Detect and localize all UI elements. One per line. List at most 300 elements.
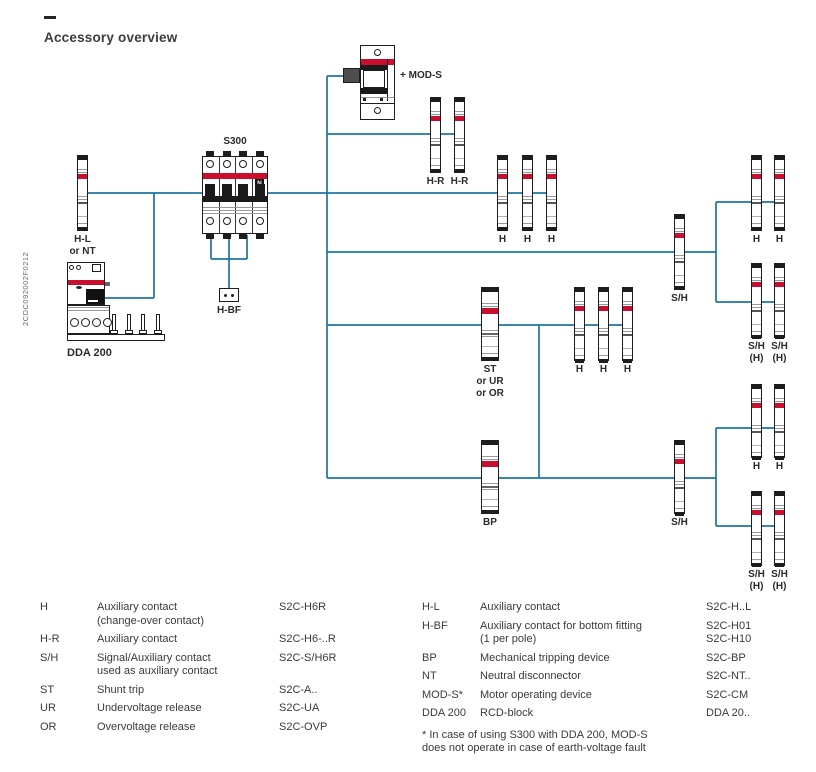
device-stripe — [523, 172, 532, 173]
device-stripe — [775, 310, 784, 312]
device-stripe — [775, 559, 784, 560]
device-stripe — [455, 138, 464, 139]
device-stripe — [752, 559, 761, 560]
device-stripe — [623, 301, 632, 302]
legend-desc-line: Auxiliary contact — [97, 633, 178, 645]
legend-row-right-0 — [422, 601, 816, 615]
legend-row-right-2 — [422, 652, 816, 666]
device-label-line: H — [523, 234, 532, 245]
device-stripe — [775, 532, 784, 533]
legend-desc — [480, 670, 706, 684]
device-stripe — [775, 508, 784, 509]
device-label-line: DDA 200 — [67, 347, 112, 359]
legend-key: DDA 200 — [422, 707, 467, 719]
device-stripe — [482, 336, 498, 337]
device-stripe — [68, 307, 109, 308]
device-stripe — [431, 144, 440, 146]
legend-desc-line: Auxiliary contact — [480, 601, 561, 613]
legend-part-line: S2C-H6-..R — [279, 633, 336, 645]
device-stripe — [482, 308, 498, 314]
device-label-line: (H) — [772, 353, 787, 364]
device-dda-200 — [67, 262, 165, 341]
legend-desc-line: Overvoltage release — [97, 720, 196, 733]
device-stripe — [78, 172, 87, 173]
legend-desc-line: Mechanical tripping device — [480, 651, 610, 664]
device-label-line: (H) — [749, 581, 764, 592]
device-stripe — [547, 202, 556, 204]
device-s-h-bot — [674, 440, 685, 514]
device-s-h-h-up-1 — [751, 263, 762, 338]
device-label-h-bf — [217, 305, 241, 317]
legend-desc-line: Undervoltage release — [97, 702, 202, 714]
legend-left-column — [40, 601, 422, 739]
device-label-h-up-2 — [776, 234, 783, 246]
device-stripe — [675, 233, 684, 238]
device-label-s300 — [223, 136, 246, 148]
device-stripe — [547, 223, 556, 224]
device-stripe — [775, 431, 784, 433]
device-label-st — [476, 364, 504, 400]
device-stripe — [482, 510, 498, 514]
hbf-body — [219, 288, 239, 302]
device-s-h-h-up-2 — [774, 263, 785, 338]
window — [363, 70, 385, 88]
device-stripe — [523, 169, 532, 170]
device-stripe — [455, 98, 464, 102]
device-s-h-h-low-1 — [751, 491, 762, 566]
device-h-5 — [598, 287, 609, 361]
device-stripe — [752, 505, 761, 506]
device-stripe — [775, 280, 784, 281]
device-stripe — [675, 441, 684, 445]
device-stripe — [752, 445, 761, 446]
device-stripe — [431, 165, 440, 166]
device-label-bp — [483, 517, 497, 529]
legend-part — [706, 689, 816, 703]
device-stripe — [599, 348, 608, 349]
switch-handle — [238, 184, 248, 196]
device-stripe — [775, 492, 784, 496]
legend-key: S/H — [40, 651, 59, 664]
device-stripe — [675, 255, 684, 256]
device-stripe — [547, 196, 556, 197]
device-label-s-h-bot — [671, 517, 688, 529]
device-stripe — [752, 331, 761, 332]
device-h-1 — [497, 155, 508, 231]
device-stripe — [623, 348, 632, 349]
legend-part-line: S2C-CM — [706, 688, 749, 701]
legend-desc-line: (change-over contact) — [97, 614, 204, 627]
device-stripe — [775, 227, 784, 231]
legend-desc — [480, 601, 706, 615]
device-label-line: H — [775, 461, 784, 472]
device-stripe — [752, 552, 761, 553]
device-stripe — [675, 286, 684, 290]
device-stripe — [675, 508, 684, 509]
device-stripe — [752, 456, 761, 460]
device-stripe — [482, 306, 498, 307]
device-stripe — [752, 310, 761, 312]
device-stripe — [203, 207, 267, 208]
device-h-up-2 — [774, 155, 785, 231]
device-label-line: or OR — [476, 388, 504, 399]
device-stripe — [599, 331, 608, 332]
device-label-h-3 — [548, 234, 555, 246]
device-stripe — [482, 459, 498, 460]
legend-desc — [480, 689, 706, 703]
device-stripe — [752, 156, 761, 160]
device-stripe — [523, 174, 532, 179]
legend-part — [279, 633, 422, 647]
legend-key: H-BF — [422, 619, 448, 632]
device-stripe — [775, 452, 784, 453]
device-stripe — [752, 223, 761, 224]
device-stripe — [752, 304, 761, 305]
device-stripe — [752, 401, 761, 402]
pole-hole — [103, 318, 112, 327]
device-h-4 — [574, 287, 585, 361]
device-stripe — [752, 335, 761, 339]
device-stripe — [775, 331, 784, 332]
device-label-line: H — [752, 234, 761, 245]
legend-part-line: S2C-H01 — [706, 619, 752, 632]
legend-part — [706, 652, 816, 666]
device-stripe — [775, 505, 784, 506]
device-stripe — [78, 156, 87, 160]
screw-dot — [224, 294, 227, 297]
device-stripe — [599, 301, 608, 302]
terminal-tab — [206, 234, 214, 239]
indicator — [76, 286, 82, 289]
device-stripe — [498, 174, 507, 179]
device-stripe — [575, 306, 584, 311]
device-stripe — [752, 425, 761, 426]
legend-part-line: S2C-BP — [706, 651, 746, 664]
device-h-r-1 — [430, 97, 441, 173]
device-stripe — [68, 310, 109, 311]
legend-row-right-4 — [422, 689, 816, 703]
device-h-2 — [522, 155, 533, 231]
device-stripe — [431, 141, 440, 142]
switch-handle — [222, 184, 232, 196]
device-stripe — [775, 552, 784, 553]
device-stripe — [455, 158, 464, 159]
device-stripe — [775, 398, 784, 399]
device-label-h-5 — [600, 364, 607, 376]
device-label-s-h-h-up-2 — [771, 341, 788, 365]
device-stripe — [775, 445, 784, 446]
device-stripe — [752, 174, 761, 179]
screw-dot — [363, 98, 366, 101]
device-stripe — [775, 510, 784, 515]
terminal-tab — [239, 234, 247, 239]
legend-desc-line: Auxiliary contact for bottom fitting — [480, 619, 643, 632]
device-label-line: S/H — [771, 569, 788, 580]
device-stripe — [775, 304, 784, 305]
device-stripe — [78, 199, 87, 200]
device-stripe — [455, 141, 464, 142]
device-stripe — [752, 428, 761, 429]
terminal-tab — [223, 234, 231, 239]
drive-knob — [343, 68, 360, 83]
screw-hole — [76, 265, 81, 270]
image-code: 2CDC092002F0212 — [21, 251, 30, 326]
test-button — [92, 264, 101, 272]
device-stripe — [675, 501, 684, 502]
legend-part — [279, 721, 422, 735]
device-stripe — [675, 228, 684, 229]
device-label-h-up-1 — [753, 234, 760, 246]
device-label-s-h-top — [671, 293, 688, 305]
device-stripe — [623, 288, 632, 292]
legend-part-line: S2C-NT.. — [706, 670, 751, 682]
device-label-line: H — [498, 234, 507, 245]
screw-hole — [256, 160, 264, 168]
screw-dot — [380, 98, 383, 101]
device-stripe — [623, 331, 632, 332]
device-stripe — [523, 223, 532, 224]
device-stripe — [498, 216, 507, 217]
module-divider — [235, 156, 236, 234]
device-stripe — [431, 98, 440, 102]
device-stripe — [675, 231, 684, 232]
device-stripe — [752, 385, 761, 389]
legend-row-left-2 — [40, 652, 422, 679]
device-stripe — [498, 223, 507, 224]
module-divider — [252, 156, 253, 234]
legend-key: MOD-S* — [422, 688, 463, 701]
device-label-line: BP — [483, 517, 497, 528]
device-h-3 — [546, 155, 557, 231]
legend-desc — [97, 633, 279, 647]
device-stripe — [775, 535, 784, 536]
device-label-h-4 — [576, 364, 583, 376]
device-stripe — [752, 277, 761, 278]
legend-part — [706, 620, 816, 647]
legend-desc-line: Auxiliary contact — [97, 601, 178, 613]
device-stripe — [78, 169, 87, 170]
device-stripe — [752, 307, 761, 308]
device-stripe — [482, 346, 498, 347]
device-bp — [481, 440, 499, 514]
device-stripe — [775, 199, 784, 200]
device-stripe — [498, 156, 507, 160]
device-label-line: H-BF — [217, 305, 241, 316]
device-stripe — [482, 441, 498, 445]
device-s-h-top — [674, 214, 685, 290]
legend-desc — [97, 721, 279, 735]
device-label-line: S/H — [748, 569, 765, 580]
legend-part-line: S2C-S/H6R — [279, 651, 337, 664]
device-stripe — [482, 499, 498, 500]
device-stripe — [752, 538, 761, 540]
device-label-s-h-h-low-2 — [771, 569, 788, 593]
device-stripe — [775, 264, 784, 268]
device-label-line: S/H — [671, 293, 688, 304]
device-stripe — [575, 331, 584, 332]
device-label-line: H-L — [74, 234, 91, 245]
screw-hole — [69, 265, 74, 270]
side-pin — [105, 282, 110, 286]
legend-part — [279, 684, 422, 698]
device-stripe — [482, 489, 498, 490]
device-stripe — [752, 563, 761, 567]
device-stripe — [455, 111, 464, 112]
device-stripe — [675, 215, 684, 219]
device-stripe — [547, 156, 556, 160]
device-stripe — [78, 196, 87, 197]
device-stripe — [78, 216, 87, 217]
device-stripe — [78, 174, 87, 179]
device-stripe — [775, 169, 784, 170]
device-label-line: or NT — [69, 246, 96, 257]
device-stripe — [523, 227, 532, 231]
device-label-line: ST — [483, 364, 497, 375]
device-label-line: S300 — [223, 136, 247, 147]
device-stripe — [752, 282, 761, 287]
legend-part — [279, 652, 422, 679]
device-stripe — [623, 304, 632, 305]
legend-row-right-5 — [422, 707, 816, 721]
device-stripe — [675, 459, 684, 464]
device-stripe — [775, 202, 784, 204]
device-stripe — [482, 461, 498, 467]
device-stripe — [78, 202, 87, 204]
device-stripe — [482, 330, 498, 331]
device-h-up-1 — [751, 155, 762, 231]
legend-key: H-L — [422, 601, 440, 613]
device-stripe — [752, 431, 761, 433]
device-stripe — [482, 506, 498, 507]
device-stripe — [523, 199, 532, 200]
legend-key: OR — [40, 720, 57, 733]
device-stripe — [431, 111, 440, 112]
device-h-low-2 — [774, 384, 785, 458]
device-stripe — [623, 334, 632, 336]
device-h-6 — [622, 287, 633, 361]
screw-hole — [374, 49, 381, 56]
device-stripe — [675, 454, 684, 455]
device-label-dda-200 — [67, 347, 112, 359]
device-stripe — [775, 223, 784, 224]
device-stripe — [675, 261, 684, 263]
device-stripe — [775, 324, 784, 325]
device-stripe — [482, 456, 498, 457]
device-stripe — [675, 487, 684, 489]
switch-handle — [255, 184, 265, 196]
device-label-line: H — [575, 364, 584, 375]
device-stripe — [547, 216, 556, 217]
device-label-line: H-R — [450, 176, 469, 187]
device-stripe — [498, 196, 507, 197]
legend-part — [279, 702, 422, 716]
legend-row-left-4 — [40, 702, 422, 716]
legend-row-right-1 — [422, 620, 816, 647]
legend-desc — [97, 684, 279, 698]
device-label-line: H — [623, 364, 632, 375]
device-label-line: H — [547, 234, 556, 245]
device-stripe — [498, 172, 507, 173]
device-stripe — [455, 169, 464, 173]
device-stripe — [752, 398, 761, 399]
device-stripe — [599, 288, 608, 292]
legend-part-line: S2C-UA — [279, 702, 320, 714]
device-stripe — [498, 199, 507, 200]
device-stripe — [482, 303, 498, 304]
device-stripe — [575, 334, 584, 336]
device-h-l — [77, 155, 88, 231]
device-stripe — [78, 223, 87, 224]
legend-part-line: S2C-H6R — [279, 601, 327, 613]
device-stripe — [775, 403, 784, 408]
device-stripe — [752, 264, 761, 268]
device-stripe — [775, 174, 784, 179]
device-stripe — [455, 114, 464, 115]
device-stripe — [575, 355, 584, 356]
device-stripe — [675, 484, 684, 485]
device-stripe — [482, 486, 498, 488]
device-stripe — [431, 169, 440, 173]
device-stripe — [675, 481, 684, 482]
red-band — [68, 280, 104, 285]
legend-part-line: S2C-A.. — [279, 683, 318, 696]
legend-desc-line: RCD-block — [480, 707, 534, 719]
screw-dot — [231, 294, 234, 297]
device-stripe — [575, 359, 584, 363]
device-label-h-1 — [499, 234, 506, 246]
device-label-mod-s — [400, 70, 442, 82]
device-stripe — [775, 282, 784, 287]
hatch-band — [361, 88, 387, 94]
pole-hole — [70, 318, 79, 327]
device-stripe — [623, 306, 632, 311]
device-stripe — [498, 202, 507, 204]
legend-part — [706, 670, 816, 684]
device-stripe — [752, 196, 761, 197]
screw-hole — [223, 217, 231, 225]
device-stripe — [599, 304, 608, 305]
legend-key: ST — [40, 683, 55, 696]
device-stripe — [547, 169, 556, 170]
legend-desc-line: Shunt trip — [97, 683, 145, 696]
device-stripe — [752, 452, 761, 453]
screw-hole — [256, 217, 264, 225]
device-stripe — [547, 172, 556, 173]
legend-desc — [97, 601, 279, 628]
toggle-bar — [203, 196, 267, 202]
device-stripe — [599, 359, 608, 363]
terminal-tab — [256, 234, 264, 239]
legend-row-right-3 — [422, 670, 816, 684]
legend-desc-line: used as auxiliary contact — [97, 665, 218, 677]
device-st — [481, 287, 499, 361]
legend-row-left-5 — [40, 721, 422, 735]
device-stripe — [775, 425, 784, 426]
device-stripe — [575, 348, 584, 349]
device-stripe — [752, 172, 761, 173]
device-label-h-low-1 — [753, 461, 760, 473]
pole-hole — [92, 318, 101, 327]
device-stripe — [431, 114, 440, 115]
legend-row-left-1 — [40, 633, 422, 647]
device-stripe — [482, 288, 498, 292]
device-stripe — [775, 277, 784, 278]
device-stripe — [752, 403, 761, 408]
legend-desc — [480, 620, 706, 647]
device-stripe — [599, 306, 608, 311]
device-stripe — [752, 280, 761, 281]
legend-row-left-3 — [40, 684, 422, 698]
